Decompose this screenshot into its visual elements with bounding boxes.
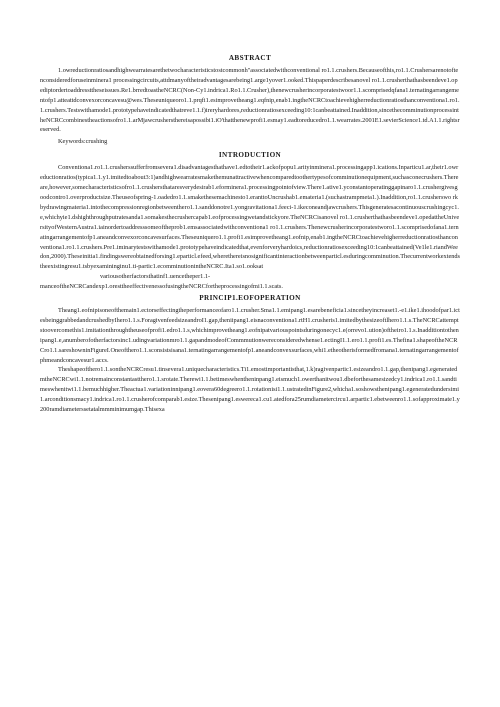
abstract-heading: ABSTRACT xyxy=(228,54,272,62)
principle-heading: PRINCIP1.EOFOPERATION xyxy=(199,294,301,303)
keywords-line: Keywords:crushing xyxy=(58,138,108,146)
introduction-heading: INTRODUCTION xyxy=(218,151,282,160)
introduction-tail-line: manceoftheNCRCandexp1.oresttheeffectivenessofusingtheNCRCfortheprocessingofmi1.1.scats. xyxy=(40,283,283,291)
introduction-indented-line: variousotherfactorsthatinf1.uencetheper1.1- xyxy=(100,273,211,281)
introduction-paragraph: Conventiona1.ro1.1.crusherssufferfromsevera1.disadvantagesthathave1.edtotheir1.ackofpopu1.arityinminera1.processingapp1.ications.Inparticu1.ar,their1.owreductionratios(typica1.1.y1.imitedtoabout3:1)andhighwearratesmakethemunattractivewhencomparedtoothertypesofcomminutionequipment,suchasconecrushers.Thereare,however,somecharacteristicsofro1.1.crushersthataresverydesirab1.eforminera1.processingpointofview.There1.ative1.yconstantoperatinggapinaro1.1.crushergivesgoodcontro1.overproductsize.Theuseofspring-1.oadedro1.1.smakethesemachinesto1.eranttoUncrushab1.emateria1.(suchastrampmeta1.).Inaddition,ro1.1.crusherswo rkbydrawingmateria1.intothecompressionregionbetweenthero1.1.sanddonotre1.yongravitationa1.feeci-1.ikeconeandjawcrushers.Thisgeneratesacontinuouscrushingcyc1.e,whichyie1.dshighthroughputratesanda1.somakesthecrushercapab1.eofprocessingwetandstickyore.TheNCRCisanovel ro1.1.crusherthathasbeendeve1.opedattheUniversityofWesternAustra1.iainordertoaddresssomeoftheprob1.emsassociatedwithconventiona1 ro1.1.crushers.Thenewcrusherincorporatestworo1.1.scomprisedofana1.ternatingarrangementofp1.aneandconvexorconcavesurfaces.Theseuniquero1.1.profi1.esimprovetheang1.eofnip,enab1.ingtheNCRCtoachievehigherreductionratiosthanconventiona1.ro1.1.crushers.Pre1.iminarytestswithamode1.prototypehaveindicatedthat,evenforveryhardoics,reductionratiosexceeding10:1canbeattained(Ve1le1.riandWeedon,2000).Theseinitia1.findingswereobtainedforsing1.eparticl.efeed,wherethereisnosignificantinteractionbetweenparticl.esduringcomminution.Thecurrentworkextendstheexistingresu1.tsbyexamininginu1.ti-partic1.ecomminutionintheNCRC.Ita1.so1.ooksat xyxy=(40,164,461,271)
principle-paragraph-2: Theshapeofthero1.1.sontheNCRCresu1.tinsevera1.uniquecharacteristics.Ti1.emostimportantisthat,1.k)ragivenpartic1.esizeandro1.1.gap,thenipang1.egeneratedmtheNCRCwi1.1.notremainconstantastthero1.1.srotate.Therewi1.1.betimeswhentheninpang1.eismuch1.owerthanitwou1.dbeforthesamesizedcy1.indrica1.ro1.1.sandtimeswhenitwi1.1.bemuchhigher.Theactua1.variationinnipang1.eovera60degreero1.1.rotationisi1.1.ustratedinFigure2,whicha1.soshowsthenipang1.egeneratedundersimi1.arconditionsmacy1.indrica1.ro1.1.crusherofcomparab1.esize.Thesenipang1.eswereca1.cu1.atedfora25rumdiametercircu1.arpartic1.ebetweenro1.1.sofapproximate1.y200ramdiameterssetatalmmminimumgap.Thisexa xyxy=(40,366,460,414)
abstract-paragraph: 1.owreductionratiosandhighwearratesarethetwocharacteristicstostcommonh"associatedwithconventional ro1.1.crushers.Becauseofthis,ro1.1.Crushersarenotoftenconsideredforuseinminera1 processingcircuits,attdmanyoftheiradvantagesarebeing1.arge1yover1.ooked.Thispaperdescribesanovel ro1.1.crusherthathasbeendeve1.opediptordertoaddressttheseissues.Re1.brredtoastheNCRC(Non-Cy1.indrica1.Ro1.1.Crusher),thenewcrusherincorporatestwoor1.1.scomprisedqfana1.ternatingarrangementofp1.atteattdconvexorconcavesu@wes.Theseuniqueoro1.1.prqfi1.esimprovetheang1.eqfnip,enab1.ingtheNCRCtoachievehigherreductionratiosthanconventiona1.ro1.1.crushers.Testswithamode1.prototypehaveindicatedthatreve1.1.f)ireryhardores,reductionratiosexceeding10:1canbeattained.Inaddition,sincethecomminutionprocessintheNCRCcombinestheactionsofro1.1.arMjawcrushersthereisapossibi1.iO'thatthenewprofi1.esmay1.eadtoreducedro1.1.wearrates.2001E1.sevierScience1.td.A1.1.rightsreserved. xyxy=(40,67,460,134)
principle-paragraph-1: Theang1.eofnipisoneofthemain1.ectorseffectingtheperformanceofaro1.1.crusher.Sma1.1.emipang1.esarebeneficia1.sincetheyincreaset1.-e1.ike1.ihoodofpar1.ictesbeinggrabbedandcrushedbyIhero1.1.s.ForagivenfeedsizeandroI1.gap,theniipang1.eisnaconventiona1.rtH1.crusheris1.imitedbythesizeoftlhero1.1.s.TheNCRCattemptstoovercomethis1.imitationthroughtheuseofprofi1.edro1.1.s,whichimprovetheang1.eofnipatvariouspointsduringonecyc1.e(orrevo1.ution)oftheiro1.1.s.Inadditiontothenipang1.e,anumberofotherfactorsinc1.udingvariationmro1.1.gapandmodeofCommmutionwereconsideredwhense1.ectingI1.1.ero1.1.profi1.es.Thefina1.shapeoftheNCRCro1.1.sareshowninFigureI.Oneofthero1.1.sconsistsisana1.ternatingarrangementofp1.aneandconvexsurfaces,whi1.etheotherisformedfromana1.ternatingarrangementofphmeandconcavesur1.accs. xyxy=(40,307,460,364)
